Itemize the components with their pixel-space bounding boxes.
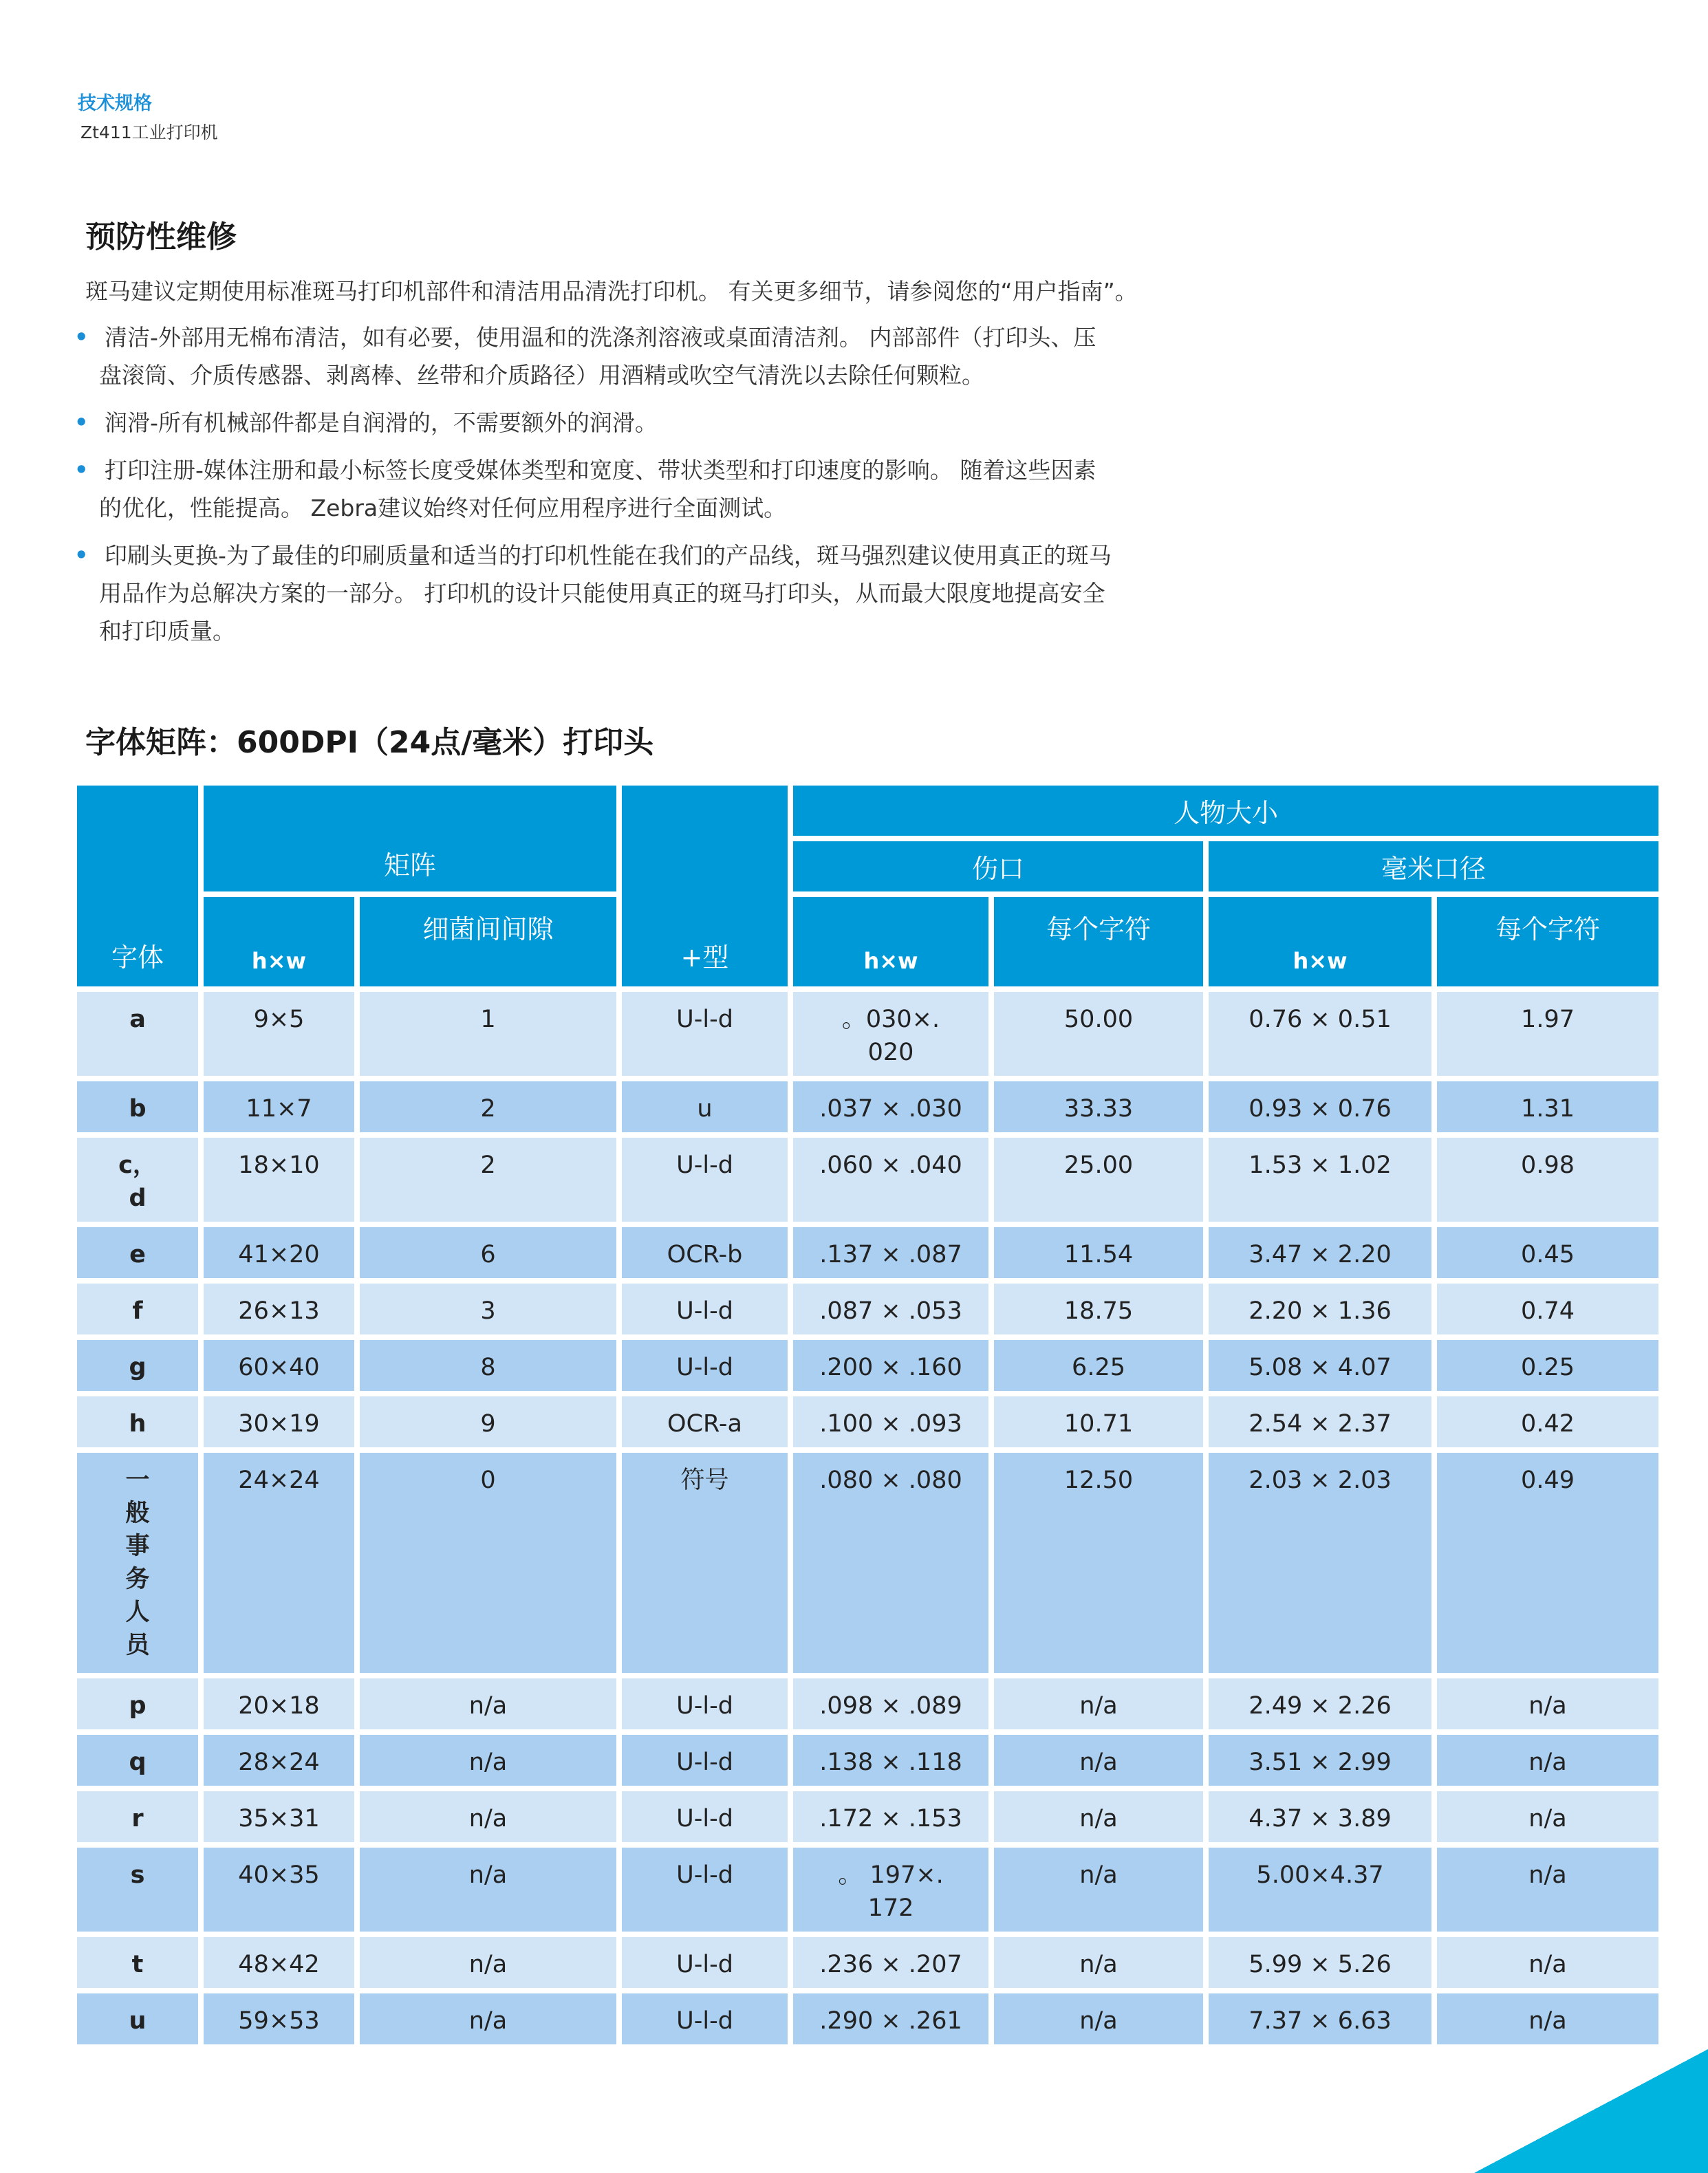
cell-mm-per: 0.25 xyxy=(1437,1340,1658,1391)
bullet-dot-icon: • xyxy=(74,409,89,435)
header-matrix-hw: h×w xyxy=(204,897,354,986)
cell-inch-per: 12.50 xyxy=(994,1453,1203,1673)
bullet-item xyxy=(74,404,1450,442)
cell-mm-per: n/a xyxy=(1437,1848,1658,1932)
cell-inch-per: 18.75 xyxy=(994,1284,1203,1334)
cell-inch-per: 25.00 xyxy=(994,1138,1203,1222)
bullet-item xyxy=(74,318,1450,394)
cell-type: OCR-b xyxy=(622,1227,788,1278)
cell-gap: n/a xyxy=(360,1937,616,1988)
decorative-corner xyxy=(1474,2049,1708,2173)
header-mm-per-char: 每个字符 xyxy=(1437,897,1658,986)
cell-inch-hw: 。 197×. 172 xyxy=(793,1848,988,1932)
cell-font: b xyxy=(77,1081,198,1132)
cell-type: U-l-d xyxy=(622,1791,788,1842)
cell-mm-hw: 5.99 × 5.26 xyxy=(1209,1937,1431,1988)
cell-font: e xyxy=(77,1227,198,1278)
cell-hw: 9×5 xyxy=(204,992,354,1076)
cell-inch-hw: .037 × .030 xyxy=(793,1081,988,1132)
header-char-size: 人物大小 xyxy=(793,786,1658,836)
cell-inch-per: 6.25 xyxy=(994,1340,1203,1391)
cell-mm-hw: 2.03 × 2.03 xyxy=(1209,1453,1431,1673)
product-name: Zt411工业打印机 xyxy=(80,122,218,142)
cell-hw: 30×19 xyxy=(204,1396,354,1447)
cell-mm-hw: 3.51 × 2.99 xyxy=(1209,1735,1431,1786)
header-inch-hw: h×w xyxy=(793,897,988,986)
bullet-dot-icon: • xyxy=(74,542,89,568)
cell-mm-per: n/a xyxy=(1437,1937,1658,1988)
cell-font: h xyxy=(77,1396,198,1447)
cell-mm-hw: 0.93 × 0.76 xyxy=(1209,1081,1431,1132)
cell-inch-per: 50.00 xyxy=(994,992,1203,1076)
cell-font: g xyxy=(77,1340,198,1391)
section-category: 技术规格 xyxy=(78,93,152,114)
cell-mm-hw: 5.08 × 4.07 xyxy=(1209,1340,1431,1391)
bullet-line: 和打印质量。 xyxy=(99,618,235,645)
header-matrix-gap: 细菌间间隙 xyxy=(360,897,616,986)
cell-type: U-l-d xyxy=(622,1678,788,1729)
cell-type: U-l-d xyxy=(622,1138,788,1222)
maintenance-title: 预防性维修 xyxy=(85,219,237,255)
cell-font: c， d xyxy=(77,1138,198,1222)
table-row xyxy=(77,1735,1658,1786)
cell-mm-per: 0.74 xyxy=(1437,1284,1658,1334)
cell-type: U-l-d xyxy=(622,1993,788,2044)
cell-type: U-l-d xyxy=(622,1340,788,1391)
cell-inch-hw: .100 × .093 xyxy=(793,1396,988,1447)
header-font: 字体 xyxy=(77,786,198,986)
cell-mm-hw: 1.53 × 1.02 xyxy=(1209,1138,1431,1222)
header-mm: 毫米口径 xyxy=(1209,841,1658,891)
cell-gap: n/a xyxy=(360,1678,616,1729)
cell-mm-hw: 2.54 × 2.37 xyxy=(1209,1396,1431,1447)
cell-gap: n/a xyxy=(360,1848,616,1932)
header-matrix: 矩阵 xyxy=(204,786,616,891)
header-mm-hw: h×w xyxy=(1209,897,1431,986)
cell-font: u xyxy=(77,1993,198,2044)
cell-inch-per: n/a xyxy=(994,1993,1203,2044)
cell-inch-hw: .290 × .261 xyxy=(793,1993,988,2044)
cell-hw: 24×24 xyxy=(204,1453,354,1673)
cell-mm-per: n/a xyxy=(1437,1678,1658,1729)
cell-inch-hw: .087 × .053 xyxy=(793,1284,988,1334)
cell-mm-per: 1.31 xyxy=(1437,1081,1658,1132)
cell-gap: 2 xyxy=(360,1138,616,1222)
cell-inch-per: n/a xyxy=(994,1848,1203,1932)
table-row xyxy=(77,1453,1658,1673)
table-row xyxy=(77,1678,1658,1729)
maintenance-intro: 斑马建议定期使用标准斑马打印机部件和清洁用品清洗打印机。 有关更多细节，请参阅您的“用户指南”。 xyxy=(85,278,1138,305)
table-row xyxy=(77,1227,1658,1278)
font-matrix-table xyxy=(72,780,1664,2050)
table-row xyxy=(77,1340,1658,1391)
cell-mm-hw: 5.00×4.37 xyxy=(1209,1848,1431,1932)
cell-gap: 0 xyxy=(360,1453,616,1673)
cell-inch-hw: .236 × .207 xyxy=(793,1937,988,1988)
table-row xyxy=(77,1138,1658,1222)
cell-inch-hw: .137 × .087 xyxy=(793,1227,988,1278)
cell-mm-per: n/a xyxy=(1437,1735,1658,1786)
cell-hw: 59×53 xyxy=(204,1993,354,2044)
cell-mm-per: 0.42 xyxy=(1437,1396,1658,1447)
cell-inch-hw: 。030×. 020 xyxy=(793,992,988,1076)
cell-mm-hw: 2.49 × 2.26 xyxy=(1209,1678,1431,1729)
cell-hw: 48×42 xyxy=(204,1937,354,1988)
cell-hw: 20×18 xyxy=(204,1678,354,1729)
cell-type: OCR-a xyxy=(622,1396,788,1447)
cell-inch-hw: .200 × .160 xyxy=(793,1340,988,1391)
cell-gap: 9 xyxy=(360,1396,616,1447)
cell-hw: 35×31 xyxy=(204,1791,354,1842)
cell-type: U-l-d xyxy=(622,1848,788,1932)
bullet-item xyxy=(74,537,1450,650)
cell-type: 符号 xyxy=(622,1453,788,1673)
cell-inch-hw: .060 × .040 xyxy=(793,1138,988,1222)
cell-inch-per: n/a xyxy=(994,1678,1203,1729)
cell-font: 一 般 事 务 人 员 xyxy=(77,1453,198,1673)
cell-gap: 1 xyxy=(360,992,616,1076)
maintenance-bullet-list xyxy=(74,318,1450,660)
cell-font: a xyxy=(77,992,198,1076)
cell-mm-hw: 0.76 × 0.51 xyxy=(1209,992,1431,1076)
bullet-dot-icon: • xyxy=(74,457,89,483)
cell-inch-per: 11.54 xyxy=(994,1227,1203,1278)
header-type: +型 xyxy=(622,786,788,986)
cell-type: U-l-d xyxy=(622,1937,788,1988)
cell-inch-per: 10.71 xyxy=(994,1396,1203,1447)
cell-hw: 60×40 xyxy=(204,1340,354,1391)
cell-gap: 6 xyxy=(360,1227,616,1278)
table-row xyxy=(77,1791,1658,1842)
cell-hw: 41×20 xyxy=(204,1227,354,1278)
header-inch: 伤口 xyxy=(793,841,1203,891)
cell-gap: n/a xyxy=(360,1791,616,1842)
cell-mm-hw: 3.47 × 2.20 xyxy=(1209,1227,1431,1278)
cell-inch-hw: .172 × .153 xyxy=(793,1791,988,1842)
cell-inch-hw: .138 × .118 xyxy=(793,1735,988,1786)
table-row xyxy=(77,1081,1658,1132)
cell-type: U-l-d xyxy=(622,1284,788,1334)
cell-mm-per: n/a xyxy=(1437,1791,1658,1842)
cell-gap: 8 xyxy=(360,1340,616,1391)
cell-mm-hw: 4.37 × 3.89 xyxy=(1209,1791,1431,1842)
cell-font: s xyxy=(77,1848,198,1932)
cell-font: p xyxy=(77,1678,198,1729)
cell-hw: 18×10 xyxy=(204,1138,354,1222)
font-matrix-title: 字体矩阵：600DPI（24点/毫米）打印头 xyxy=(85,725,654,760)
cell-mm-per: n/a xyxy=(1437,1993,1658,2044)
cell-mm-per: 0.98 xyxy=(1437,1138,1658,1222)
bullet-line: 用品作为总解决方案的一部分。 打印机的设计只能使用真正的斑马打印头，从而最大限度地提高安全 xyxy=(99,580,1105,607)
bullet-dot-icon: • xyxy=(74,324,89,350)
cell-mm-per: 0.45 xyxy=(1437,1227,1658,1278)
cell-inch-hw: .098 × .089 xyxy=(793,1678,988,1729)
cell-hw: 11×7 xyxy=(204,1081,354,1132)
cell-gap: n/a xyxy=(360,1735,616,1786)
cell-font: f xyxy=(77,1284,198,1334)
cell-gap: 3 xyxy=(360,1284,616,1334)
cell-inch-per: n/a xyxy=(994,1735,1203,1786)
header-inch-per-char: 每个字符 xyxy=(994,897,1203,986)
cell-gap: n/a xyxy=(360,1993,616,2044)
bullet-line: 盘滚筒、介质传感器、剥离棒、丝带和介质路径）用酒精或吹空气清洗以去除任何颗粒。 xyxy=(99,362,984,389)
table-row xyxy=(77,1993,1658,2044)
cell-mm-hw: 7.37 × 6.63 xyxy=(1209,1993,1431,2044)
bullet-line: 润滑-所有机械部件都是自润滑的，不需要额外的润滑。 xyxy=(105,409,658,436)
bullet-line: 的优化，性能提高。 Zebra建议始终对任何应用程序进行全面测试。 xyxy=(99,495,787,521)
cell-inch-hw: .080 × .080 xyxy=(793,1453,988,1673)
table-row xyxy=(77,1848,1658,1932)
bullet-line: 打印注册-媒体注册和最小标签长度受媒体类型和宽度、带状类型和打印速度的影响。 随着这些因素 xyxy=(105,457,1096,484)
bullet-line: 清洁-外部用无棉布清洁，如有必要，使用温和的洗涤剂溶液或桌面清洁剂。 内部部件（打印头、压 xyxy=(105,324,1096,351)
cell-mm-hw: 2.20 × 1.36 xyxy=(1209,1284,1431,1334)
cell-inch-per: n/a xyxy=(994,1791,1203,1842)
table-row xyxy=(77,1396,1658,1447)
cell-gap: 2 xyxy=(360,1081,616,1132)
cell-hw: 40×35 xyxy=(204,1848,354,1932)
bullet-item xyxy=(74,451,1450,527)
cell-mm-per: 0.49 xyxy=(1437,1453,1658,1673)
cell-hw: 28×24 xyxy=(204,1735,354,1786)
cell-inch-per: n/a xyxy=(994,1937,1203,1988)
cell-type: U-l-d xyxy=(622,992,788,1076)
cell-font: t xyxy=(77,1937,198,1988)
cell-type: U-l-d xyxy=(622,1735,788,1786)
table-row xyxy=(77,992,1658,1076)
cell-font: r xyxy=(77,1791,198,1842)
table-row xyxy=(77,1284,1658,1334)
cell-inch-per: 33.33 xyxy=(994,1081,1203,1132)
bullet-line: 印刷头更换-为了最佳的印刷质量和适当的打印机性能在我们的产品线，斑马强烈建议使用真正的斑马 xyxy=(105,542,1112,569)
table-row xyxy=(77,1937,1658,1988)
cell-mm-per: 1.97 xyxy=(1437,992,1658,1076)
cell-font: q xyxy=(77,1735,198,1786)
cell-type: u xyxy=(622,1081,788,1132)
cell-hw: 26×13 xyxy=(204,1284,354,1334)
